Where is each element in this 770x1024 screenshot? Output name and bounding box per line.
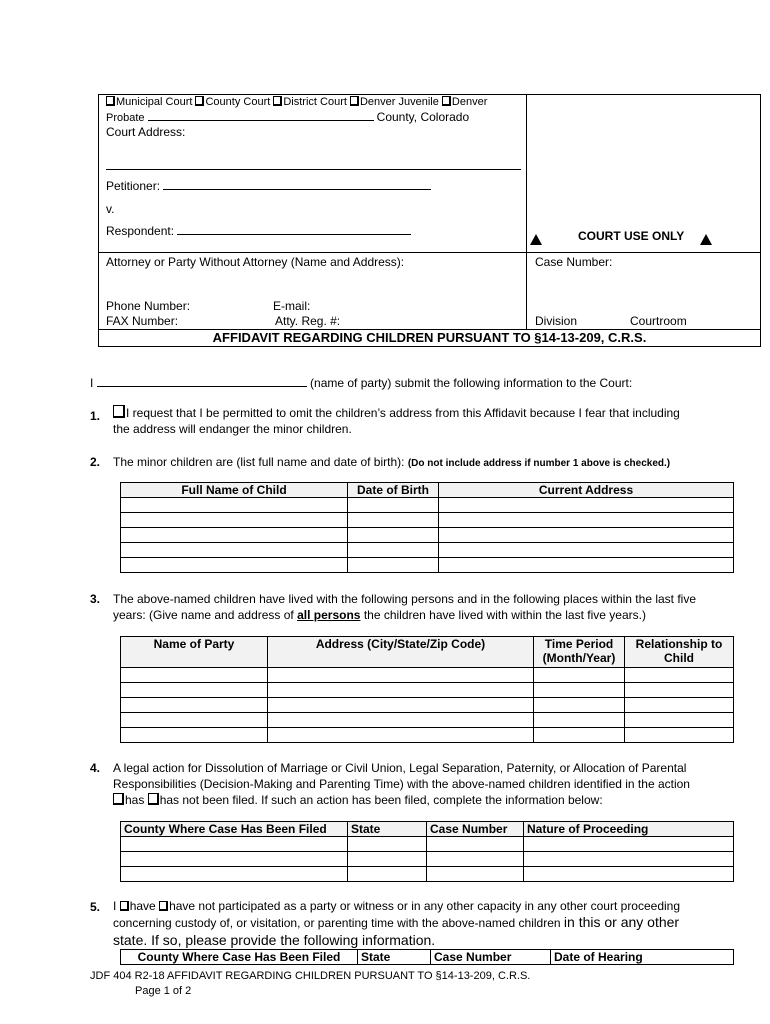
respondent-field[interactable] — [177, 234, 411, 235]
triangle-left-icon — [530, 234, 542, 248]
item3-emphasis: all persons — [297, 608, 361, 622]
item3-number: 3. — [90, 592, 101, 606]
item5-line2a: concerning custody of, or visitation, or parenting time with the above-named children — [113, 916, 561, 930]
division-label: Division — [535, 314, 578, 328]
item2-text — [113, 454, 725, 472]
table-row — [121, 867, 734, 882]
probate-line — [106, 110, 469, 124]
prior-action-table — [120, 821, 734, 882]
item1-number: 1. — [90, 409, 101, 423]
item5-line2 — [113, 914, 731, 931]
checkbox-icon[interactable] — [442, 96, 451, 106]
item3-line2c: the children have lived with within the last five years.) — [363, 608, 646, 622]
children-table — [120, 482, 734, 573]
caption-divider — [526, 94, 527, 330]
table-row — [121, 728, 734, 743]
versus-text: v. — [106, 202, 115, 216]
table-row — [121, 668, 734, 683]
have-not-checkbox[interactable] — [159, 901, 168, 911]
item3-line1: The above-named children have lived with the following persons and in the following places within the last five — [113, 592, 697, 606]
phone-label: Phone Number: — [106, 299, 191, 313]
court-address-label: Court Address: — [106, 125, 186, 139]
item5-line3: state. If so, please provide the following information. — [113, 932, 436, 948]
item4-number: 4. — [90, 761, 101, 775]
table-row — [121, 837, 734, 852]
col-case-number: Case Number — [427, 822, 524, 837]
table-row — [121, 528, 734, 543]
col-county: County Where Case Has Been Filed — [121, 950, 358, 965]
prior-proceeding-table — [120, 949, 734, 965]
table-row — [121, 683, 734, 698]
petitioner-label: Petitioner: — [106, 179, 161, 193]
item3-line2a: years: (Give name and address of — [113, 608, 294, 622]
col-time-period: Time Period (Month/Year) — [534, 637, 625, 668]
item5-number: 5. — [90, 900, 101, 914]
item5-line1: have not participated as a party or witness or in any other capacity in any other court proceeding — [169, 899, 681, 913]
checkbox-icon[interactable] — [273, 96, 282, 106]
item4-text — [113, 760, 725, 808]
caption-box — [98, 94, 761, 347]
col-relationship: Relationship to Child — [625, 637, 734, 668]
table-row — [121, 713, 734, 728]
omit-address-checkbox[interactable] — [113, 405, 125, 418]
fax-label: FAX Number: — [106, 314, 179, 328]
email-label: E-mail: — [273, 299, 311, 313]
col-address: Address (City/State/Zip Code) — [268, 637, 534, 668]
have-label: have — [129, 899, 156, 913]
court-use-only: COURT USE ONLY — [578, 229, 685, 243]
form-title: AFFIDAVIT REGARDING CHILDREN PURSUANT TO §14-13-209, C.R.S. — [212, 330, 647, 345]
item5-text — [113, 898, 731, 914]
item4-line1: A legal action for Dissolution of Marriage or Civil Union, Legal Separation, Paternity, or Allocation of Parental — [113, 761, 687, 775]
col-case-number: Case Number — [431, 950, 551, 965]
item5-prefix: I — [113, 899, 117, 913]
case-number-label: Case Number: — [535, 255, 613, 269]
col-state: State — [348, 822, 427, 837]
checkbox-icon[interactable] — [106, 96, 115, 106]
footer-page-number: Page 1 of 2 — [135, 985, 192, 997]
court-address-field[interactable] — [106, 169, 521, 170]
col-nature: Nature of Proceeding — [524, 822, 734, 837]
checkbox-icon[interactable] — [350, 96, 359, 106]
col-date-of-hearing: Date of Hearing — [551, 950, 734, 965]
has-label: has — [125, 793, 145, 807]
item1-text — [113, 405, 725, 437]
item4-line2: Responsibilities (Decision-Making and Parenting Time) with the above-named children identified in the action — [113, 777, 690, 791]
respondent-line — [106, 224, 411, 238]
petitioner-field[interactable] — [163, 189, 431, 190]
table-row — [121, 513, 734, 528]
col-full-name: Full Name of Child — [121, 483, 348, 498]
has-been-filed-checkbox[interactable] — [113, 793, 124, 805]
probate-label: Probate — [106, 112, 145, 124]
county-field[interactable] — [148, 120, 374, 121]
party-name-field[interactable] — [97, 386, 307, 387]
col-date-of-birth: Date of Birth — [348, 483, 439, 498]
footer-form-id: JDF 404 R2-18 AFFIDAVIT REGARDING CHILDREN PURSUANT TO §14-13-209, C.R.S. — [90, 970, 531, 982]
caption-rule-1 — [98, 252, 761, 253]
court-option-denver[interactable]: Denver — [442, 96, 487, 108]
col-current-address: Current Address — [439, 483, 734, 498]
attorney-label: Attorney or Party Without Attorney (Name and Address): — [106, 255, 405, 269]
have-checkbox[interactable] — [120, 901, 129, 911]
intro-line — [90, 376, 632, 390]
table-row — [121, 543, 734, 558]
triangle-right-icon — [700, 234, 712, 248]
county-suffix: County, Colorado — [376, 110, 470, 124]
col-state: State — [358, 950, 431, 965]
intro-suffix: (name of party) submit the following information to the Court: — [310, 376, 633, 390]
item2-note: (Do not include address if number 1 above is checked.) — [407, 458, 671, 469]
item4-line3: has not been filed. If such an action has been filed, complete the information below: — [159, 793, 603, 807]
respondent-label: Respondent: — [106, 224, 175, 238]
table-row — [121, 852, 734, 867]
item2-label: The minor children are (list full name and date of birth): — [113, 455, 405, 469]
item2-number: 2. — [90, 455, 101, 469]
table-row — [121, 498, 734, 513]
petitioner-line — [106, 179, 431, 193]
court-option-county[interactable]: County Court — [195, 96, 270, 108]
courtroom-label: Courtroom — [630, 314, 687, 328]
has-not-been-filed-checkbox[interactable] — [148, 793, 159, 805]
residence-table — [120, 636, 734, 743]
col-county: County Where Case Has Been Filed — [121, 822, 348, 837]
table-row — [121, 558, 734, 573]
atty-reg-label: Atty. Reg. #: — [275, 314, 341, 328]
col-name-of-party: Name of Party — [121, 637, 268, 668]
court-options — [106, 96, 487, 108]
item3-text — [113, 591, 725, 623]
court-option-juvenile[interactable]: Denver Juvenile — [350, 96, 439, 108]
item5-line2b: in this or any other — [563, 914, 680, 930]
table-row — [121, 698, 734, 713]
item1-line2: the address will endanger the minor children. — [113, 422, 352, 436]
court-option-municipal[interactable]: Municipal Court — [106, 96, 192, 108]
checkbox-icon[interactable] — [195, 96, 204, 106]
court-option-district[interactable]: District Court — [273, 96, 347, 108]
item1-line1: I request that I be permitted to omit the children’s address from this Affidavit because I fear that including — [126, 406, 680, 420]
intro-prefix: I — [90, 376, 94, 390]
